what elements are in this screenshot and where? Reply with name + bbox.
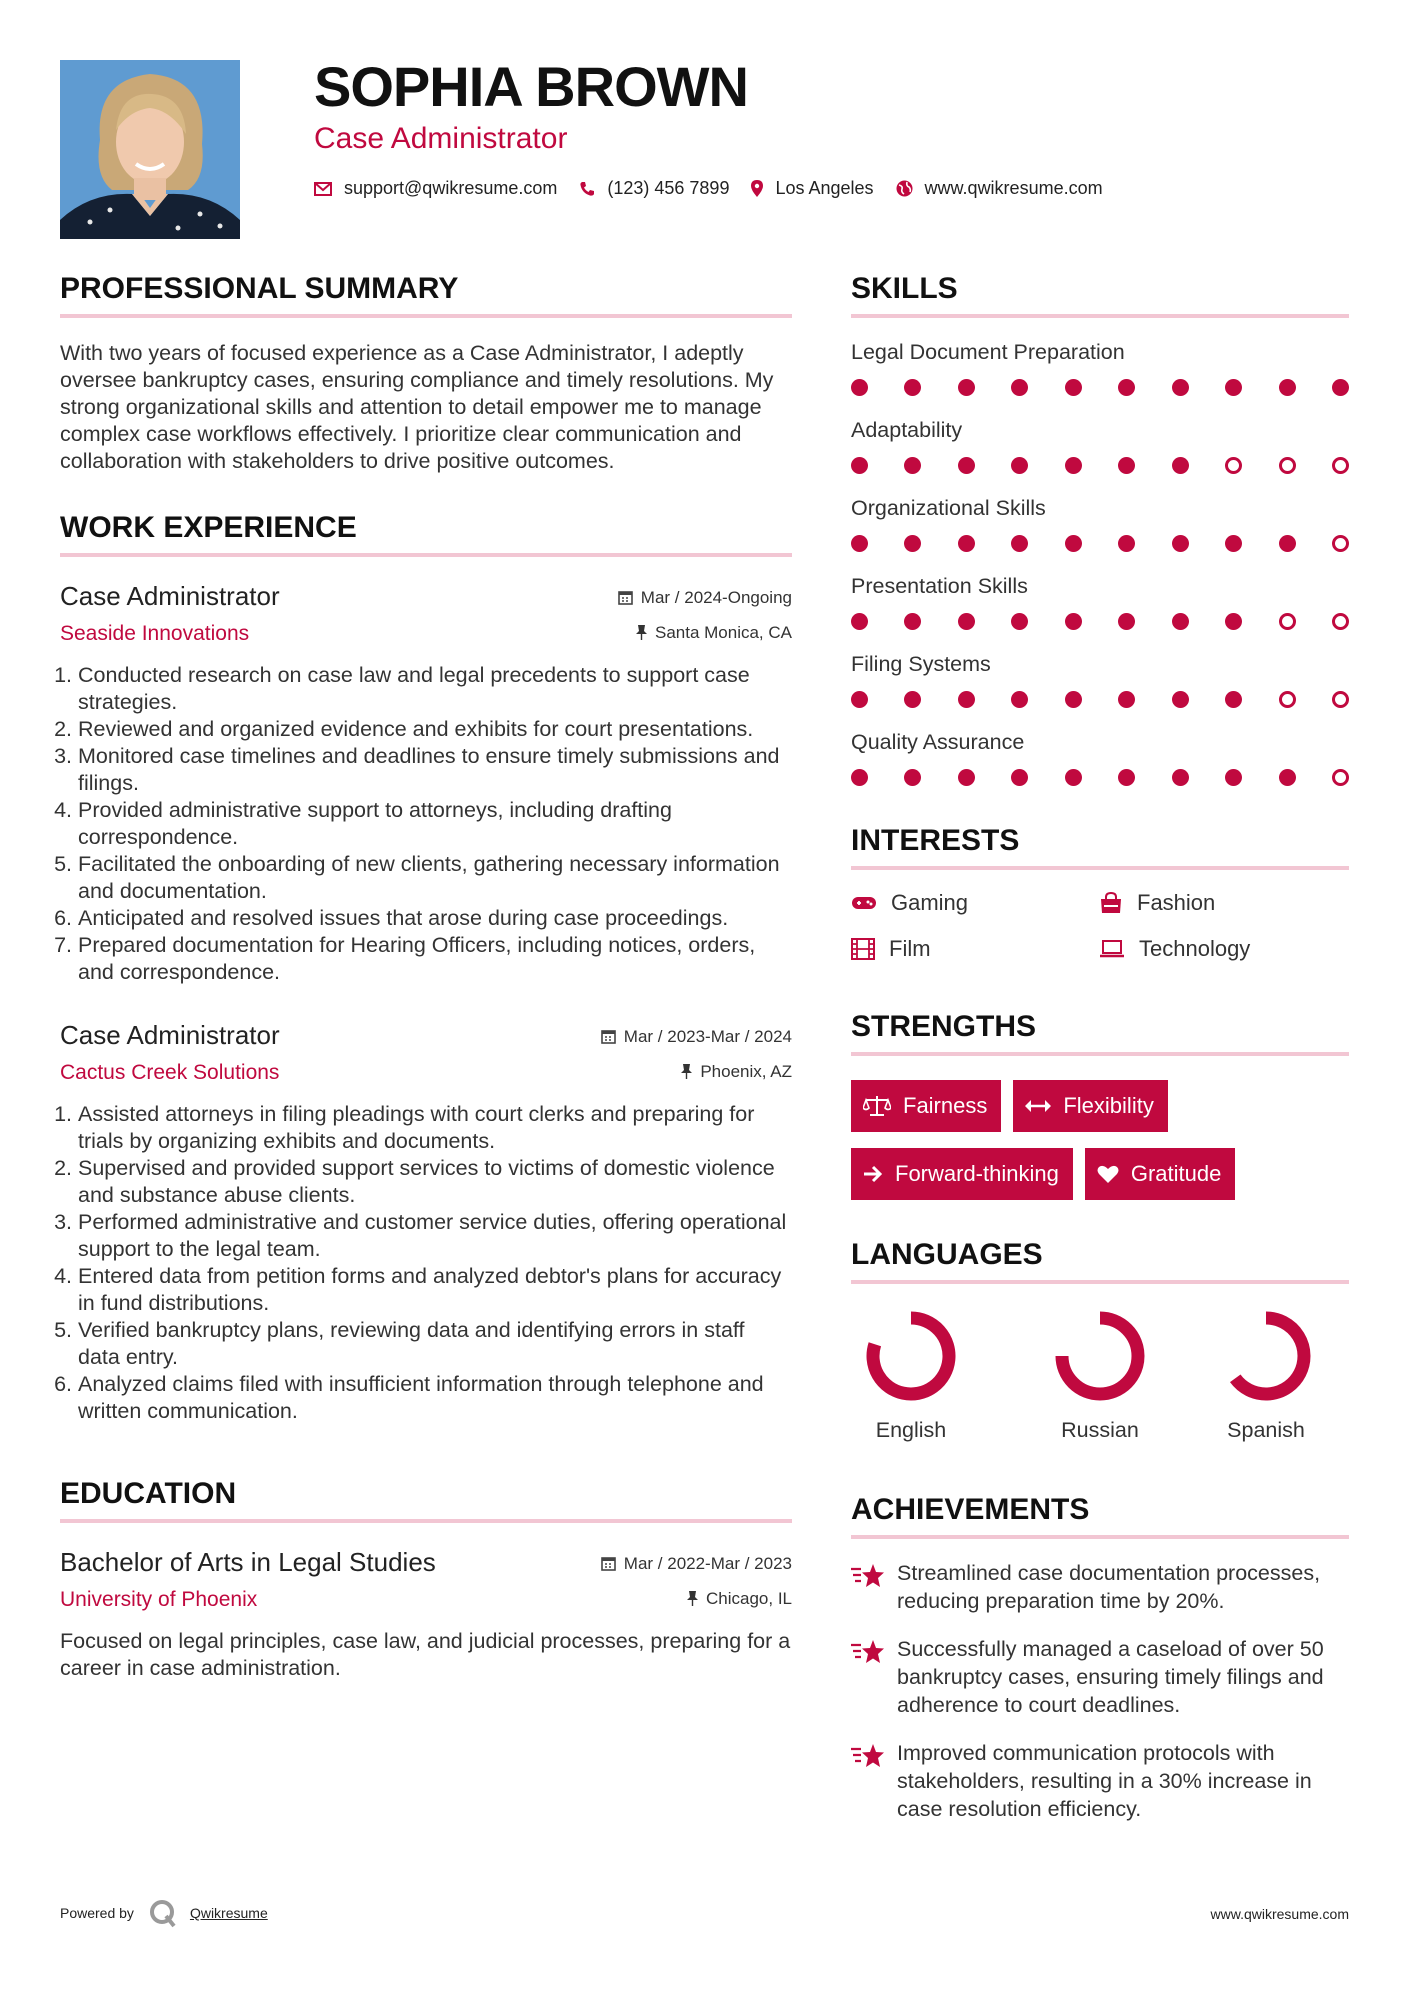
rating-dot-empty bbox=[1279, 691, 1296, 708]
achievements-section bbox=[851, 1493, 1349, 1823]
skill-name: Organizational Skills bbox=[851, 496, 1046, 520]
job-date: Mar / 2023-Mar / 2024 bbox=[601, 1027, 792, 1047]
rating-dot-filled bbox=[1172, 379, 1189, 396]
summary-section bbox=[60, 272, 792, 475]
interest-item: Gaming bbox=[851, 890, 1099, 916]
job-location: Phoenix, AZ bbox=[681, 1062, 792, 1082]
arrows-horizontal-icon bbox=[1025, 1099, 1051, 1113]
skills-section bbox=[851, 272, 1349, 786]
strengths-section bbox=[851, 1010, 1349, 1200]
pushpin-icon bbox=[636, 625, 647, 640]
candidate-role: Case Administrator bbox=[314, 122, 568, 155]
interests-title: INTERESTS bbox=[851, 824, 1349, 870]
rating-dot-filled bbox=[1225, 613, 1242, 630]
contact-bar bbox=[314, 178, 1125, 199]
achievement-item bbox=[851, 1635, 1349, 1719]
contact-phone[interactable] bbox=[579, 178, 729, 199]
skill-name: Quality Assurance bbox=[851, 730, 1025, 754]
experience-title: WORK EXPERIENCE bbox=[60, 511, 792, 557]
job-title: Case Administrator bbox=[60, 1020, 280, 1050]
rating-dot-filled bbox=[851, 613, 868, 630]
strength-tag-flexibility: Flexibility bbox=[1013, 1080, 1167, 1132]
shooting-star-icon bbox=[851, 1743, 885, 1769]
skill-item bbox=[851, 574, 1349, 630]
language-gauge bbox=[1218, 1308, 1314, 1404]
rating-dot-empty bbox=[1332, 613, 1349, 630]
strength-tag-gratitude: Gratitude bbox=[1085, 1148, 1236, 1200]
left-column bbox=[60, 272, 792, 1682]
arrow-right-icon bbox=[863, 1165, 883, 1183]
rating-dot-filled bbox=[1172, 535, 1189, 552]
phone-icon bbox=[579, 181, 595, 197]
rating-dot-filled bbox=[1279, 535, 1296, 552]
rating-dot-filled bbox=[958, 535, 975, 552]
qwikresume-link[interactable]: Qwikresume bbox=[189, 1905, 268, 1921]
rating-dot-filled bbox=[904, 691, 921, 708]
rating-dot-filled bbox=[851, 379, 868, 396]
rating-dot-filled bbox=[1332, 379, 1349, 396]
list-item: 6. Analyzed claims filed with insufficient information through telephone and written communication. bbox=[78, 1371, 792, 1425]
location-text: Los Angeles bbox=[775, 178, 874, 198]
skill-item bbox=[851, 652, 1349, 708]
rating-dot-filled bbox=[1065, 691, 1082, 708]
education-title: EDUCATION bbox=[60, 1477, 792, 1523]
list-item: 6. Anticipated and resolved issues that arose during case proceedings. bbox=[78, 905, 792, 932]
achievement-text: Streamlined case documentation processes, reducing preparation time by 20%. bbox=[897, 1561, 1321, 1613]
education-location: Chicago, IL bbox=[687, 1589, 792, 1609]
language-label: Russian bbox=[1061, 1418, 1139, 1442]
rating-dot-filled bbox=[1065, 769, 1082, 786]
skill-rating bbox=[851, 769, 1349, 786]
profile-photo bbox=[60, 60, 240, 239]
list-item: 2. Reviewed and organized evidence and exhibits for court presentations. bbox=[78, 716, 792, 743]
rating-dot-empty bbox=[1332, 769, 1349, 786]
rating-dot-empty bbox=[1279, 457, 1296, 474]
job-entry bbox=[60, 581, 792, 986]
rating-dot-filled bbox=[904, 613, 921, 630]
interests-section bbox=[851, 824, 1349, 962]
gamepad-icon bbox=[851, 895, 877, 911]
rating-dot-empty bbox=[1225, 457, 1242, 474]
rating-dot-filled bbox=[1011, 535, 1028, 552]
skill-name: Filing Systems bbox=[851, 652, 991, 676]
contact-email[interactable] bbox=[314, 178, 557, 199]
pushpin-icon bbox=[681, 1064, 692, 1079]
rating-dot-filled bbox=[1279, 379, 1296, 396]
list-item: 5. Verified bankruptcy plans, reviewing data and identifying errors in staff data entry. bbox=[78, 1317, 792, 1371]
rating-dot-filled bbox=[904, 457, 921, 474]
company-name: Seaside Innovations bbox=[60, 622, 250, 645]
contact-location bbox=[751, 178, 873, 199]
list-item: 1. Assisted attorneys in filing pleadings with court clerks and preparing for trials by organizing exhibits and documents. bbox=[78, 1101, 792, 1155]
shooting-star-icon bbox=[851, 1639, 885, 1665]
candidate-name: SOPHIA BROWN bbox=[314, 55, 748, 118]
rating-dot-filled bbox=[1118, 769, 1135, 786]
company-name: Cactus Creek Solutions bbox=[60, 1061, 280, 1084]
film-icon bbox=[851, 938, 875, 960]
skill-item bbox=[851, 730, 1349, 786]
rating-dot-filled bbox=[1172, 769, 1189, 786]
interest-item: Film bbox=[851, 936, 1099, 962]
calendar-icon bbox=[601, 1029, 616, 1044]
rating-dot-filled bbox=[1065, 457, 1082, 474]
summary-title: PROFESSIONAL SUMMARY bbox=[60, 272, 792, 318]
calendar-icon bbox=[601, 1556, 616, 1571]
job-title: Case Administrator bbox=[60, 581, 280, 611]
list-item: 3. Monitored case timelines and deadlines to ensure timely submissions and filings. bbox=[78, 743, 792, 797]
summary-text: With two years of focused experience as a Case Administrator, I adeptly oversee bankruptcy cases, ensuring compliance and timely resolutions. My strong organizational skills and attention to detail empower me to manage complex case workflows effectively. I prioritize clear communication and collaboration with stakeholders to drive positive outcomes. bbox=[60, 341, 774, 473]
languages-section bbox=[851, 1238, 1349, 1443]
rating-dot-filled bbox=[904, 379, 921, 396]
school-name: University of Phoenix bbox=[60, 1588, 258, 1611]
rating-dot-filled bbox=[958, 769, 975, 786]
interest-item: Fashion bbox=[1099, 890, 1347, 916]
achievement-item bbox=[851, 1739, 1349, 1823]
language-arc bbox=[1062, 1318, 1138, 1394]
education-section bbox=[60, 1477, 792, 1682]
list-item: 7. Prepared documentation for Hearing Officers, including notices, orders, and correspondence. bbox=[78, 932, 792, 986]
job-location: Santa Monica, CA bbox=[636, 623, 792, 643]
language-item bbox=[851, 1308, 971, 1443]
contact-website[interactable] bbox=[896, 178, 1103, 199]
envelope-icon bbox=[314, 182, 332, 196]
achievement-text: Successfully managed a caseload of over 50 bankruptcy cases, ensuring timely filings and adherence to court deadlines. bbox=[897, 1637, 1324, 1717]
skills-title: SKILLS bbox=[851, 272, 1349, 318]
rating-dot-filled bbox=[1279, 769, 1296, 786]
education-entry bbox=[60, 1547, 792, 1682]
skill-rating bbox=[851, 379, 1349, 396]
rating-dot-filled bbox=[1011, 613, 1028, 630]
rating-dot-filled bbox=[1225, 769, 1242, 786]
rating-dot-filled bbox=[1118, 457, 1135, 474]
list-item: 4. Provided administrative support to attorneys, including drafting correspondence. bbox=[78, 797, 792, 851]
rating-dot-filled bbox=[1172, 691, 1189, 708]
education-date: Mar / 2022-Mar / 2023 bbox=[601, 1554, 792, 1574]
rating-dot-empty bbox=[1332, 535, 1349, 552]
language-label: Spanish bbox=[1227, 1418, 1305, 1442]
rating-dot-filled bbox=[1011, 457, 1028, 474]
rating-dot-filled bbox=[1011, 769, 1028, 786]
rating-dot-filled bbox=[1118, 535, 1135, 552]
experience-section bbox=[60, 511, 792, 1425]
skill-item bbox=[851, 340, 1349, 396]
scale-icon bbox=[863, 1095, 891, 1117]
strength-tag-forward-thinking: Forward-thinking bbox=[851, 1148, 1073, 1200]
rating-dot-filled bbox=[851, 769, 868, 786]
footer-url[interactable]: www.qwikresume.com bbox=[1210, 1906, 1349, 1922]
interest-item: Technology bbox=[1099, 936, 1347, 962]
rating-dot-filled bbox=[904, 535, 921, 552]
rating-dot-filled bbox=[1225, 379, 1242, 396]
skill-name: Adaptability bbox=[851, 418, 963, 442]
rating-dot-filled bbox=[904, 769, 921, 786]
qwikresume-logo-icon bbox=[148, 1898, 178, 1928]
email-text: support@qwikresume.com bbox=[344, 178, 558, 198]
language-item bbox=[1017, 1308, 1183, 1443]
skill-rating bbox=[851, 613, 1349, 630]
right-column bbox=[851, 272, 1349, 1823]
language-arc bbox=[1235, 1318, 1304, 1394]
rating-dot-empty bbox=[1332, 457, 1349, 474]
language-arc bbox=[873, 1318, 949, 1394]
strengths-title: STRENGTHS bbox=[851, 1010, 1349, 1056]
language-item bbox=[1183, 1308, 1349, 1443]
rating-dot-filled bbox=[851, 535, 868, 552]
rating-dot-filled bbox=[1118, 379, 1135, 396]
rating-dot-empty bbox=[1279, 613, 1296, 630]
strength-tag-fairness: Fairness bbox=[851, 1080, 1001, 1132]
globe-icon bbox=[896, 180, 913, 197]
list-item: 2. Supervised and provided support services to victims of domestic violence and substance abuse clients. bbox=[78, 1155, 792, 1209]
skill-rating bbox=[851, 535, 1349, 552]
list-item: 4. Entered data from petition forms and analyzed debtor's plans for accuracy in fund distributions. bbox=[78, 1263, 792, 1317]
rating-dot-filled bbox=[1065, 613, 1082, 630]
rating-dot-filled bbox=[958, 691, 975, 708]
rating-dot-filled bbox=[1011, 691, 1028, 708]
shopping-bag-icon bbox=[1099, 892, 1123, 914]
degree-title: Bachelor of Arts in Legal Studies bbox=[60, 1547, 436, 1577]
skill-item bbox=[851, 496, 1349, 552]
achievement-text: Improved communication protocols with stakeholders, resulting in a 30% increase in case resolution efficiency. bbox=[897, 1741, 1312, 1821]
job-entry bbox=[60, 1020, 792, 1425]
shooting-star-icon bbox=[851, 1563, 885, 1589]
languages-title: LANGUAGES bbox=[851, 1238, 1349, 1284]
language-gauge bbox=[1052, 1308, 1148, 1404]
rating-dot-filled bbox=[1065, 379, 1082, 396]
calendar-icon bbox=[618, 590, 633, 605]
powered-by-text: Powered by bbox=[60, 1905, 134, 1921]
job-date: Mar / 2024-Ongoing bbox=[618, 588, 792, 608]
rating-dot-filled bbox=[1172, 457, 1189, 474]
skill-name: Legal Document Preparation bbox=[851, 340, 1125, 364]
laptop-icon bbox=[1099, 940, 1125, 958]
skill-rating bbox=[851, 457, 1349, 474]
rating-dot-filled bbox=[1011, 379, 1028, 396]
rating-dot-filled bbox=[958, 457, 975, 474]
achievement-item bbox=[851, 1559, 1349, 1615]
rating-dot-filled bbox=[958, 613, 975, 630]
phone-text: (123) 456 7899 bbox=[607, 178, 730, 198]
job-bullets bbox=[60, 1101, 792, 1425]
rating-dot-filled bbox=[1225, 691, 1242, 708]
map-pin-icon bbox=[751, 180, 763, 197]
rating-dot-filled bbox=[851, 691, 868, 708]
rating-dot-filled bbox=[1118, 613, 1135, 630]
pushpin-icon bbox=[687, 1591, 698, 1606]
language-label: English bbox=[875, 1418, 947, 1442]
list-item: 1. Conducted research on case law and legal precedents to support case strategies. bbox=[78, 662, 792, 716]
skill-rating bbox=[851, 691, 1349, 708]
list-item: 5. Facilitated the onboarding of new clients, gathering necessary information and documentation. bbox=[78, 851, 792, 905]
skill-item bbox=[851, 418, 1349, 474]
education-description: Focused on legal principles, case law, and judicial processes, preparing for a career in case administration. bbox=[60, 1629, 791, 1680]
footer-powered bbox=[60, 1898, 268, 1928]
heart-icon bbox=[1097, 1164, 1119, 1184]
rating-dot-filled bbox=[1065, 535, 1082, 552]
rating-dot-filled bbox=[958, 379, 975, 396]
rating-dot-empty bbox=[1332, 691, 1349, 708]
website-text: www.qwikresume.com bbox=[924, 178, 1103, 198]
rating-dot-filled bbox=[1118, 691, 1135, 708]
skill-name: Presentation Skills bbox=[851, 574, 1028, 598]
rating-dot-filled bbox=[1225, 535, 1242, 552]
rating-dot-filled bbox=[851, 457, 868, 474]
language-gauge bbox=[863, 1308, 959, 1404]
achievements-title: ACHIEVEMENTS bbox=[851, 1493, 1349, 1539]
list-item: 3. Performed administrative and customer service duties, offering operational support to the legal team. bbox=[78, 1209, 792, 1263]
rating-dot-filled bbox=[1172, 613, 1189, 630]
job-bullets bbox=[60, 662, 792, 986]
